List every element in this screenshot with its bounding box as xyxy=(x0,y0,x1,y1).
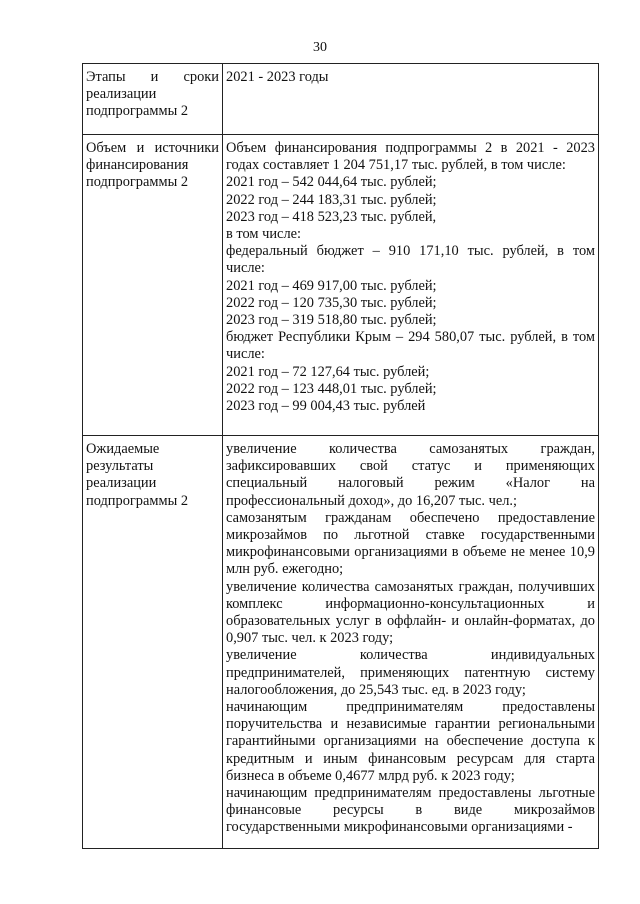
paragraph: начинающим предпринимателям предоставлены льготные финансовые ресурсы в виде микрозаймов государственными микрофинансовыми организациями - xyxy=(226,785,595,836)
paragraph: увеличение количества самозанятых граждан, получивших комплекс информационно-консультационных и образовательных услуг в оффлайн- и онлайн-форматах, до 0,907 тыс. чел. к 2023 году; xyxy=(226,578,595,647)
paragraph: Объем финансирования подпрограммы 2 в 2021 - 2023 годах составляет 1 204 751,17 тыс. рублей, в том числе: xyxy=(226,140,595,174)
row-label-text: Ожидаемые результаты реализации подпрограммы 2 xyxy=(86,441,189,509)
paragraph: увеличение количества самозанятых граждан, зафиксировавших свой статус и применяющих специальный налоговый режим «Налог на профессиональный доход», до 16,207 тыс. чел.; xyxy=(226,441,595,509)
row-content-results xyxy=(223,436,599,849)
paragraph: 2023 год – 319 518,80 тыс. рублей; xyxy=(226,312,437,329)
row-label-stages xyxy=(83,64,223,135)
paragraph: в том числе: xyxy=(226,226,302,243)
paragraph: 2021 год – 469 917,00 тыс. рублей; xyxy=(226,277,437,294)
table-row-stages xyxy=(83,64,599,135)
paragraph: увеличение количества индивидуальных предпринимателей, применяющих патентную систему налогообложения, до 25,543 тыс. ед. в 2023 году; xyxy=(226,647,595,698)
row-content-financing xyxy=(223,135,599,436)
row-label-text: Этапы и сроки реализации подпрограммы 2 xyxy=(86,69,219,120)
paragraph: 2023 год – 99 004,43 тыс. рублей xyxy=(226,398,426,415)
table-row-results xyxy=(83,436,599,849)
row-label-financing xyxy=(83,135,223,436)
table-row-financing xyxy=(83,135,599,436)
paragraph: 2021 год – 542 044,64 тыс. рублей; xyxy=(226,174,437,191)
row-label-text: Объем и источники финансирования подпрограммы 2 xyxy=(86,140,219,191)
page-number: 30 xyxy=(313,40,327,55)
row-content-stages xyxy=(223,64,599,135)
paragraph: 2023 год – 418 523,23 тыс. рублей, xyxy=(226,208,437,225)
paragraph: 2021 - 2023 годы xyxy=(226,69,329,85)
paragraph: бюджет Республики Крым – 294 580,07 тыс. рублей, в том числе: xyxy=(226,329,595,363)
paragraph: самозанятым гражданам обеспечено предоставление микрозаймов по льготной ставке государственными микрофинансовыми организациями в объеме не менее 10,9 млн руб. ежегодно; xyxy=(226,509,595,578)
paragraph: начинающим предпринимателям предоставлены поручительства и независимые гарантии региональными гарантийными организациями на обеспечение доступа к кредитным и иным финансовым ресурсам для старта бизнеса в объеме 0,4677 млрд руб. к 2023 году; xyxy=(226,699,595,784)
paragraph: федеральный бюджет – 910 171,10 тыс. рублей, в том числе: xyxy=(226,243,595,277)
paragraph: 2022 год – 120 735,30 тыс. рублей; xyxy=(226,294,437,311)
row-label-results xyxy=(83,436,223,849)
paragraph: 2022 год – 244 183,31 тыс. рублей; xyxy=(226,191,437,208)
paragraph: 2021 год – 72 127,64 тыс. рублей; xyxy=(226,363,430,380)
passport-table xyxy=(82,63,599,849)
paragraph: 2022 год – 123 448,01 тыс. рублей; xyxy=(226,380,437,397)
